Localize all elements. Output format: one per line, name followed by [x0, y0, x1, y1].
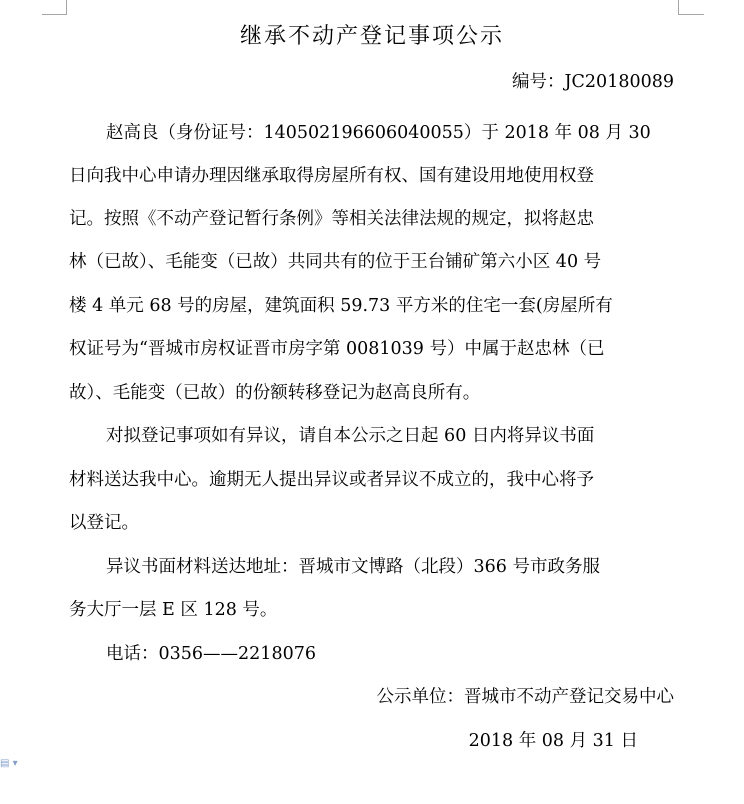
document-title: 继承不动产登记事项公示 [239, 24, 504, 49]
paragraph-1-line-5: 楼 4 单元 68 号的房屋，建筑面积 59.73 平方米的住宅一套(房屋所有 [69, 296, 613, 316]
date-line: 2018 年 08 月 31 日 [468, 731, 638, 751]
paragraph-1-line-4: 林（已故）、毛能变（已故）共同共有的位于王台铺矿第六小区 40 号 [69, 252, 602, 272]
paragraph-1-line-6: 权证号为“晋城市房权证晋市房字第 0081039 号）中属于赵忠林（已 [69, 339, 605, 359]
paragraph-1-line-2: 日向我中心申请办理因继承取得房屋所有权、国有建设用地使用权登 [69, 166, 594, 186]
paragraph-3-line-1: 异议书面材料送达地址：晋城市文博路（北段）366 号市政务服 [106, 557, 600, 577]
paste-options-icon[interactable]: ▤ ▾ [0, 758, 18, 769]
issuer-line: 公示单位：晋城市不动产登记交易中心 [376, 687, 674, 707]
corner-mark-top-right-horizontal [678, 14, 704, 15]
corner-mark-top-right-vertical [678, 0, 679, 14]
paragraph-2-line-3: 以登记。 [69, 513, 139, 533]
paragraph-3-line-2: 务大厅一层 E 区 128 号。 [69, 600, 278, 620]
paragraph-1-line-3: 记。按照《不动产登记暂行条例》等相关法律法规的规定，拟将赵忠 [69, 209, 594, 229]
paragraph-2-line-1: 对拟登记事项如有异议，请自本公示之日起 60 日内将异议书面 [106, 426, 595, 446]
paragraph-1-line-7: 故）、毛能变（已故）的份额转移登记为赵高良所有。 [69, 383, 481, 403]
paragraph-1-line-1: 赵高良（身份证号：140502196606040055）于 2018 年 08 月 30 [106, 123, 651, 143]
corner-mark-top-left-vertical [66, 0, 67, 14]
corner-mark-top-left-horizontal [42, 14, 67, 15]
paragraph-2-line-2: 材料送达我中心。逾期无人提出异议或者异议不成立的，我中心将予 [69, 470, 594, 490]
document-number: 编号：JC20180089 [512, 72, 674, 92]
phone-line: 电话：0356——2218076 [106, 644, 316, 664]
